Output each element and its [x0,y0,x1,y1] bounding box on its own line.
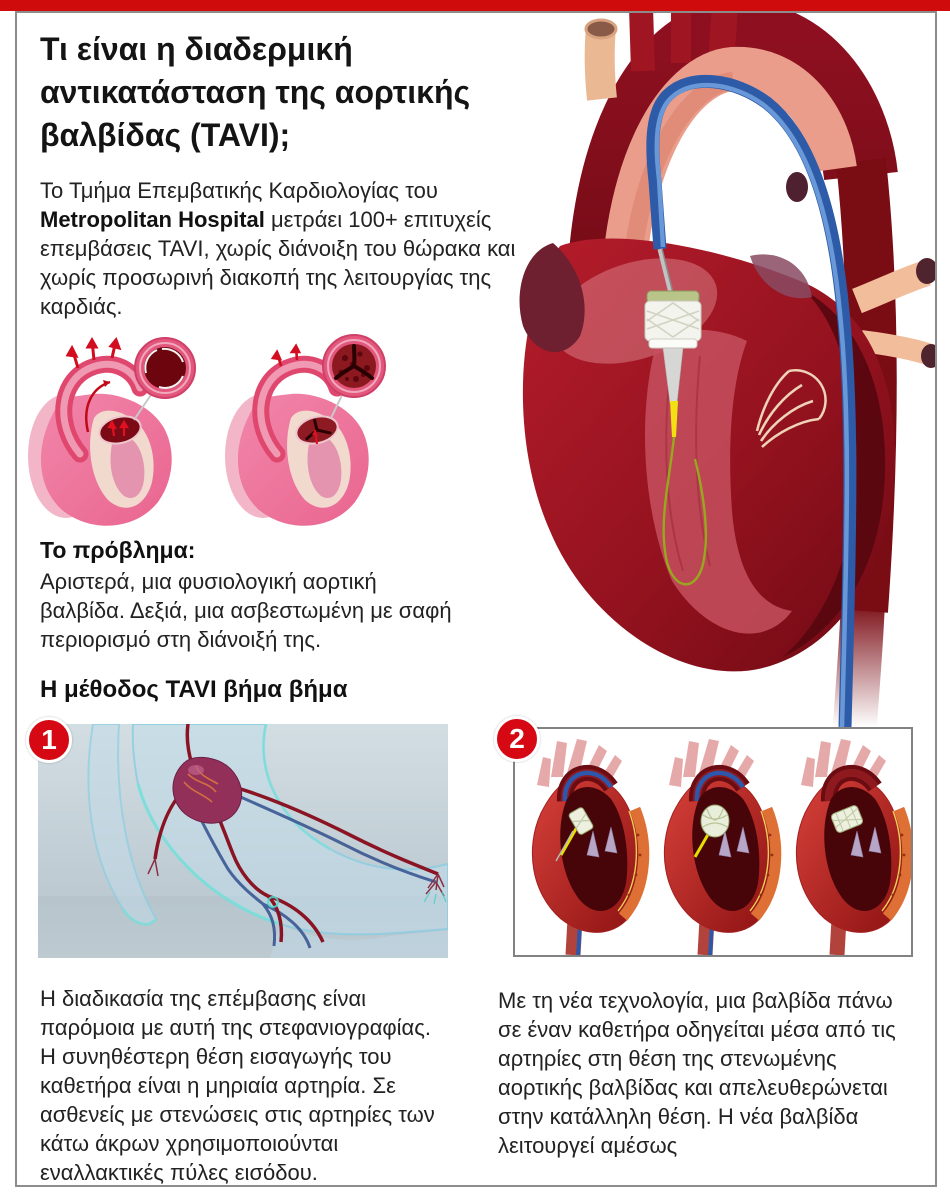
step-1-illustration [38,724,448,958]
main-heart-illustration [505,11,937,728]
hospital-name: Metropolitan Hospital [40,207,265,232]
step-1-badge [26,717,72,763]
calcified-valve-heart [225,335,385,526]
open-valve-inset [135,338,195,398]
page-title: Τι είναι η διαδερμική αντικατάσταση της αορτικής βαλβίδας (TAVI); [40,31,471,153]
calcified-valve-inset [323,335,385,397]
intro-paragraph [40,176,522,321]
step-2-number: 2 [509,723,525,754]
step-2-badge [494,716,540,762]
deployment-stage-1 [532,739,643,955]
intro-text-start: Το Τμήμα Επεμβατικής Καρδιολογίας του [40,178,438,203]
deployment-stage-3 [796,739,907,955]
intro-text-end: μετράει 100+ επιτυχείς επεμβάσεις TAVI, χωρίς διάνοιξη του θώρακα και χωρίς προσωρινή διακοπή της λειτουργίας της καρδιάς. [40,207,516,319]
step-2-illustration [515,729,911,955]
valve-comparison-illustration [28,334,483,530]
normal-valve-heart [28,338,195,526]
problem-text: Αριστερά, μια φυσιολογική αορτική βαλβίδα. Δεξιά, μια ασβεστωμένη με σαφή περιορισμό στη διάνοιξή της. [40,569,452,652]
step-2-text: Με τη νέα τεχνολογία, μια βαλβίδα πάνω σε έναν καθετήρα οδηγείται μέσα από τις αρτηρίες στη θέση της στενωμένης αορτικής βαλβίδας και απελευθερώνεται στην κατάλληλη θέση. Η νέα βαλβίδα λειτουργεί αμέσως [498,988,896,1158]
step-1-number: 1 [41,724,57,755]
top-accent-bar [0,0,950,11]
problem-heading: Το πρόβλημα: [40,537,196,563]
deployment-stage-2 [664,739,775,955]
step-1-text: Η διαδικασία της επέμβασης είναι παρόμοια με αυτή της στεφανιογραφίας. Η συνηθέστερη θέση εισαγωγής του καθετήρα είναι η μηριαία αρτηρία. Σε ασθενείς με στενώσεις στις αρτηρίες των κάτω άκρων χρησιμοποιούνται εναλλακτικές πύλες εισόδου. [40,986,435,1185]
method-heading: Η μέθοδος TAVI βήμα βήμα [40,676,348,703]
step-2-image-box [513,727,913,957]
